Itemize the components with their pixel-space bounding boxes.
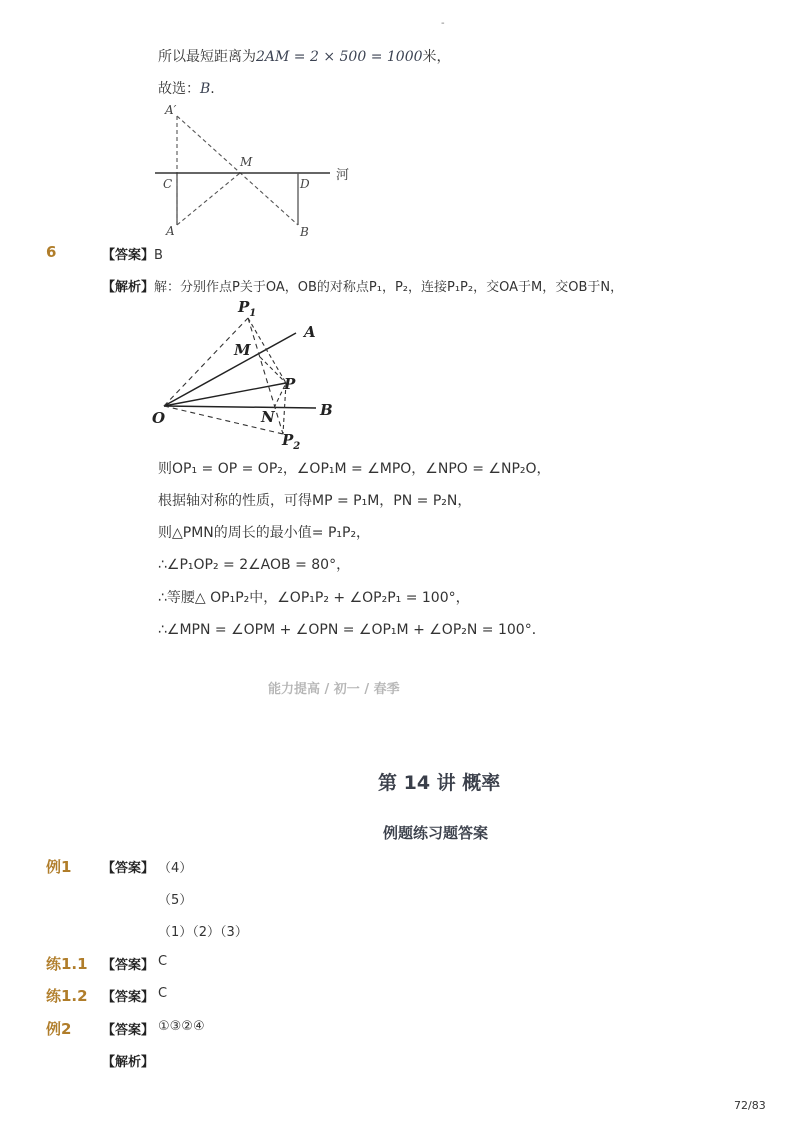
angle-figure — [148, 298, 348, 458]
answer-value: （4） — [158, 861, 193, 876]
label-m: M — [234, 341, 251, 359]
label-p2: $P_2$ — [282, 431, 301, 452]
solution-line: 则OP₁ = OP = OP₂，∠OP₁M = ∠MPO，∠NPO = ∠NP₂O， — [158, 461, 551, 477]
choice-suffix: . — [210, 81, 215, 97]
label-river: 河 — [336, 168, 350, 183]
category-footer: 能力提高 / 初一 / 春季 — [268, 682, 400, 697]
label-a: A — [304, 323, 316, 341]
label-o: O — [152, 409, 166, 427]
answer-value: （5） — [158, 893, 193, 908]
label-b: B — [300, 225, 309, 239]
label-a-prime: A′ — [165, 103, 177, 117]
label-n: N — [261, 408, 275, 426]
answer-tag: 【答案】 — [102, 990, 155, 1005]
label-m: M — [240, 155, 253, 169]
answer-value: B — [154, 248, 163, 263]
choice-line — [158, 78, 215, 98]
page-number: 72/83 — [734, 1099, 766, 1112]
answer-label: 例1 — [46, 858, 72, 876]
analysis-tag: 【解析】 — [102, 280, 155, 295]
answer-value: （1）（2）（3） — [158, 925, 248, 940]
chapter-title: 第 14 讲 概率 — [378, 772, 501, 794]
choice-prefix: 故选： — [158, 81, 200, 97]
solution-line: ∴∠P₁OP₂ = 2∠AOB = 80°， — [158, 557, 351, 573]
label-d: D — [300, 177, 310, 191]
river-figure — [150, 100, 360, 245]
solution-line: 则△PMN的周长的最小值= P₁P₂， — [158, 525, 371, 541]
conclusion-line — [158, 46, 451, 66]
answer-tag: 【答案】 — [102, 1023, 155, 1038]
top-mark: - — [441, 18, 445, 29]
answer-label: 练1.2 — [46, 987, 88, 1005]
solution-line: 根据轴对称的性质，可得MP = P₁M，PN = P₂N， — [158, 493, 472, 509]
answer-tag: 【答案】 — [102, 861, 155, 876]
answer-label: 练1.1 — [46, 955, 88, 973]
analysis-tag: 【解析】 — [102, 1055, 155, 1070]
label-p1: $P_1$ — [238, 298, 257, 319]
solution-line: ∴∠MPN = ∠OPM + ∠OPN = ∠OP₁M + ∠OP₂N = 100°． — [158, 622, 546, 638]
choice-math: B — [200, 81, 211, 97]
section-title: 例题练习题答案 — [383, 824, 489, 842]
conclusion-math: 2AM = 2 × 500 = 1000 — [256, 49, 423, 65]
label-p: P — [284, 375, 296, 393]
answer-value: ①③②④ — [158, 1019, 205, 1034]
q6-analysis-row — [102, 276, 623, 295]
analysis-text: 解：分别作点P关于OA，OB的对称点P₁，P₂，连接P₁P₂，交OA于M，交OB于N， — [154, 280, 624, 295]
conclusion-suffix: 米， — [422, 49, 451, 65]
answer-value: C — [158, 954, 168, 969]
label-b: B — [320, 401, 333, 419]
label-a: A — [166, 224, 175, 238]
conclusion-prefix: 所以最短距离为 — [158, 49, 256, 65]
answer-value: C — [158, 986, 168, 1001]
q6-answer-row — [102, 244, 163, 263]
answer-tag: 【答案】 — [102, 248, 155, 263]
solution-line: ∴等腰△ OP₁P₂中，∠OP₁P₂ + ∠OP₂P₁ = 100°， — [158, 590, 470, 606]
answer-tag: 【答案】 — [102, 958, 155, 973]
label-c: C — [163, 177, 173, 191]
answer-label: 例2 — [46, 1020, 72, 1038]
question-number: 6 — [46, 243, 57, 261]
